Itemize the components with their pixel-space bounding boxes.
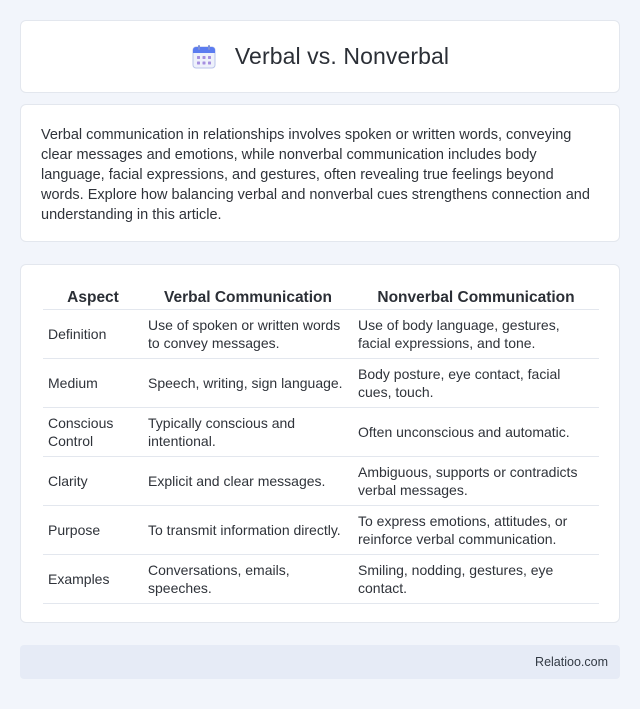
verbal-cell: To transmit information directly.	[143, 505, 353, 554]
column-header-nonverbal: Nonverbal Communication	[353, 285, 599, 309]
comparison-table	[43, 285, 599, 604]
footer-bar	[20, 645, 620, 679]
footer-site-link[interactable]: Relatioo.com	[535, 655, 608, 669]
aspect-cell: Examples	[43, 554, 143, 603]
table-row	[43, 456, 599, 505]
verbal-cell: Use of spoken or written words to convey messages.	[143, 309, 353, 358]
table-row	[43, 358, 599, 407]
comparison-card	[20, 264, 620, 623]
nonverbal-cell: Smiling, nodding, gestures, eye contact.	[353, 554, 599, 603]
intro-card	[20, 104, 620, 242]
verbal-cell: Speech, writing, sign language.	[143, 358, 353, 407]
column-header-aspect: Aspect	[43, 285, 143, 309]
table-row	[43, 505, 599, 554]
page-title: Verbal vs. Nonverbal	[234, 43, 450, 69]
table-row	[43, 309, 599, 358]
table-header-row	[43, 285, 599, 309]
verbal-cell: Explicit and clear messages.	[143, 456, 353, 505]
aspect-cell: Purpose	[43, 505, 143, 554]
nonverbal-cell: Body posture, eye contact, facial cues, touch.	[353, 358, 599, 407]
aspect-cell: Clarity	[43, 456, 143, 505]
verbal-cell: Typically conscious and intentional.	[143, 407, 353, 456]
nonverbal-cell: Use of body language, gestures, facial expressions, and tone.	[353, 309, 599, 358]
nonverbal-cell: To express emotions, attitudes, or reinforce verbal communication.	[353, 505, 599, 554]
verbal-cell: Conversations, emails, speeches.	[143, 554, 353, 603]
nonverbal-cell: Ambiguous, supports or contradicts verbal messages.	[353, 456, 599, 505]
aspect-cell: Definition	[43, 309, 143, 358]
title-card	[20, 20, 620, 93]
table-row	[43, 554, 599, 603]
aspect-cell: Medium	[43, 358, 143, 407]
nonverbal-cell: Often unconscious and automatic.	[353, 407, 599, 456]
intro-text: Verbal communication in relationships involves spoken or written words, conveying clear messages and emotions, while nonverbal communication includes body language, facial expressions, and gestures, often revealing true feelings beyond words. Explore how balancing verbal and nonverbal cues strengthens connection and understanding in this article.	[41, 127, 590, 223]
calendar-icon	[191, 44, 217, 70]
column-header-verbal: Verbal Communication	[143, 285, 353, 309]
aspect-cell: Conscious Control	[43, 407, 143, 456]
table-row	[43, 407, 599, 456]
